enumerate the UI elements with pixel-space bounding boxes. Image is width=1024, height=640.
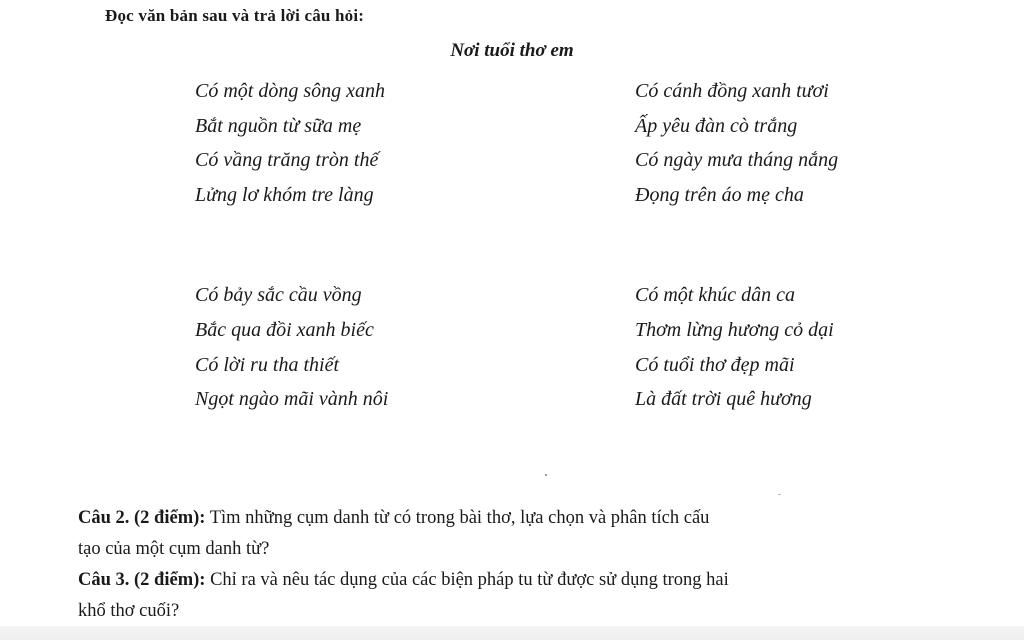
poem-line: Có tuổi thơ đẹp mãi	[635, 353, 795, 376]
poem-line: Đọng trên áo mẹ cha	[635, 183, 804, 206]
poem-line: Có một khúc dân ca	[635, 284, 795, 307]
question-text	[78, 503, 978, 534]
question-2	[78, 503, 978, 565]
stanza-3	[195, 278, 635, 416]
poem-line: Có ngày mưa tháng nắng	[635, 149, 839, 172]
poem-line: Bắc qua đồi xanh biếc	[195, 318, 374, 341]
poem-line: Có vầng trăng tròn thế	[195, 149, 379, 172]
poem-line: Có một dòng sông xanh	[195, 80, 385, 102]
question-3	[78, 565, 978, 627]
question-label: Câu 3. (2 điểm):	[78, 570, 206, 590]
poem-line: Là đất trời quê hương	[635, 388, 812, 411]
poem-line: Có cánh đồng xanh tươi	[635, 80, 829, 102]
scan-speck	[778, 494, 781, 495]
stanza-1	[195, 74, 635, 212]
question-text	[78, 565, 978, 596]
question-label: Câu 2. (2 điểm):	[78, 508, 206, 528]
poem-body	[195, 74, 955, 417]
stanza-4	[635, 278, 955, 416]
page-bottom-edge	[0, 626, 1024, 640]
instruction-heading: Đọc văn bản sau và trả lời câu hỏi:	[105, 6, 365, 25]
poem-line: Bắt nguồn từ sữa mẹ	[195, 114, 362, 137]
poem-line: Có bảy sắc cầu vồng	[195, 284, 362, 307]
question-text-continued: khổ thơ cuối?	[78, 601, 180, 621]
scan-speck	[545, 474, 547, 476]
poem-title: Nơi tuổi thơ em	[450, 40, 574, 61]
question-body: Chỉ ra và nêu tác dụng của các biện pháp tu từ được sử dụng trong hai	[205, 570, 729, 590]
question-text-continued: tạo của một cụm danh từ?	[78, 539, 270, 559]
poem-line: Có lời ru tha thiết	[195, 353, 340, 376]
questions-section	[78, 503, 978, 627]
question-body: Tìm những cụm danh từ có trong bài thơ, lựa chọn và phân tích cấu	[205, 508, 710, 528]
poem-line: Ngọt ngào mãi vành nôi	[195, 388, 389, 411]
poem-line: Lửng lơ khóm tre làng	[195, 183, 374, 206]
poem-line: Thơm lừng hương cỏ dại	[635, 318, 834, 341]
stanza-2	[635, 74, 955, 212]
poem-line: Ấp yêu đàn cò trắng	[635, 114, 798, 137]
